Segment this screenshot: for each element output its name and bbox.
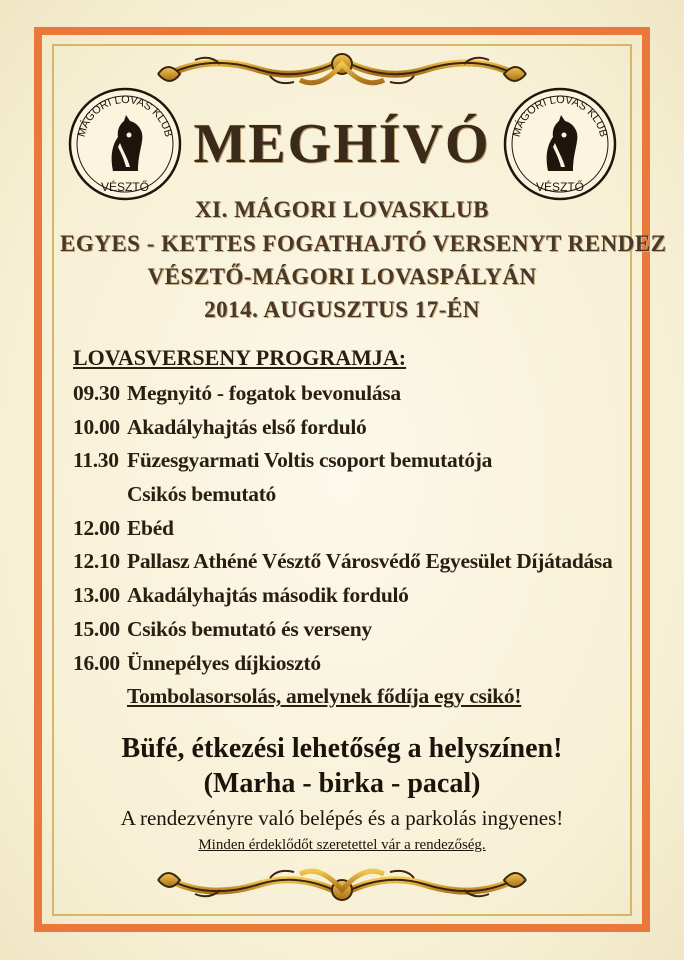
program-heading: LOVASVERSENY PROGRAMJA: <box>73 345 407 370</box>
program-item <box>73 447 643 481</box>
program-list <box>73 380 643 717</box>
program-text: Ebéd <box>127 515 174 540</box>
top-ornament <box>150 46 534 96</box>
program-time: 12.00 <box>73 515 120 540</box>
program-item <box>73 616 643 650</box>
program-time: 10.00 <box>73 414 120 439</box>
subtitle-line-3: VÉSZTŐ-MÁGORI LOVASPÁLYÁN <box>147 264 537 289</box>
welcome-line: Minden érdeklődőt szeretettel vár a rendezőség. <box>198 837 486 853</box>
program-text: Akadályhajtás második forduló <box>127 583 409 608</box>
program-time: 12.10 <box>73 549 120 574</box>
logo-bottom-text: VÉSZTŐ <box>100 180 150 194</box>
program-time: 15.00 <box>73 616 120 641</box>
program-text: Füzesgyarmati Voltis csoport bemutatója <box>127 448 493 473</box>
program-item <box>73 380 643 414</box>
club-logo-left <box>68 87 182 201</box>
program-item <box>73 582 643 616</box>
program-item <box>73 515 643 549</box>
subtitle-line-1: XI. MÁGORI LOVASKLUB <box>195 197 489 222</box>
club-logo-right <box>503 87 617 201</box>
buffet-menu-line: (Marha - birka - pacal) <box>203 768 481 799</box>
logo-bottom-text: VÉSZTŐ <box>535 180 585 194</box>
program-item <box>73 481 643 515</box>
program-text-raffle: Tombolasorsolás, amelynek fődíja egy csikó! <box>127 684 522 709</box>
program-text: Megnyitó - fogatok bevonulása <box>127 381 401 405</box>
program-item <box>73 414 643 448</box>
logo-top-text: MÁGORI LOVAS KLUB <box>510 93 610 139</box>
program-time: 11.30 <box>73 448 119 473</box>
program-item <box>73 548 643 582</box>
free-entry-line: A rendezvényre való belépés és a parkolás ingyenes! <box>120 806 564 830</box>
program-item <box>73 683 643 717</box>
program-text: Csikós bemutató és verseny <box>127 616 372 641</box>
program-item <box>73 650 643 684</box>
bottom-ornament <box>150 858 534 908</box>
buffet-line: Büfé, étkezési lehetőség a helyszínen! <box>121 733 563 764</box>
page-title: MEGHÍVÓ <box>193 113 491 175</box>
program-text: Ünnepélyes díjkiosztó <box>127 650 321 675</box>
program-time: 13.00 <box>73 583 120 608</box>
program-time: 09.30 <box>73 381 120 405</box>
subtitle-line-2: EGYES - KETTES FOGATHAJTÓ VERSENYT RENDEZ <box>60 231 667 256</box>
subtitle-line-4: 2014. AUGUSZTUS 17-ÉN <box>204 297 480 322</box>
program-text: Pallasz Athéné Vésztő Városvédő Egyesület Díjátadása <box>127 549 613 574</box>
program-text: Akadályhajtás első forduló <box>127 414 367 439</box>
logo-top-text: MÁGORI LOVAS KLUB <box>75 93 175 139</box>
program-text: Csikós bemutató <box>127 482 277 507</box>
program-time: 16.00 <box>73 650 120 675</box>
